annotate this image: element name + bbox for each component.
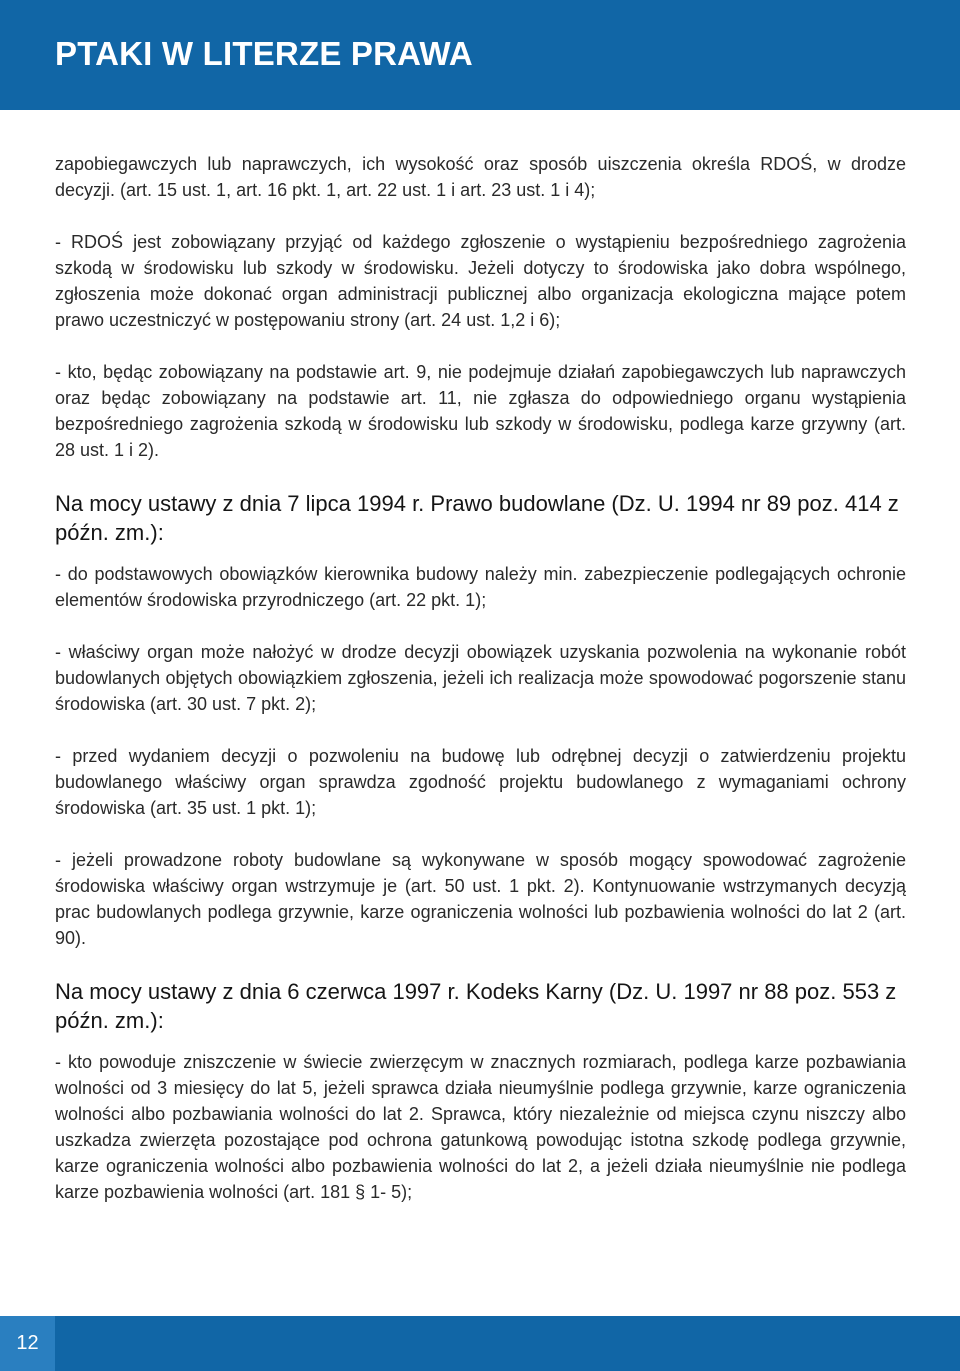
paragraph-6: - przed wydaniem decyzji o pozwoleniu na budowę lub odrębnej decyzji o zatwierdzeniu projektu budowlanego właściwy organ sprawdza zgodność projektu budowlanego z wymaganiami ochrony środowiska (art. 35 ust. 1 pkt. 1); <box>55 746 906 818</box>
paragraph-4: - do podstawowych obowiązków kierownika budowy należy min. zabezpieczenie podlegających ochronie elementów środowiska przyrodniczego (art. 22 pkt. 1); <box>55 564 906 610</box>
page-header <box>0 0 960 110</box>
document-body <box>55 151 906 1231</box>
page-title: PTAKI W LITERZE PRAWA <box>55 35 473 72</box>
paragraph-8: - kto powoduje zniszczenie w świecie zwierzęcym w znacznych rozmiarach, podlega karze pozbawiania wolności od 3 miesięcy do lat 5, jeżeli sprawca działa nieumyślnie podlega grzywnie, karze ograniczenia wolności albo pozbawiania wolności do lat 2. Sprawca, który niezależnie od miejsca czynu niszczy albo uszkadza zwierzęta pozostające pod ochrona gatunkową powodując istotna szkodę podlega grzywnie, karze ograniczenia wolności albo pozbawienia wolności do lat 2, a jeżeli działa nieumyślnie nie podlega karze pozbawienia wolności (art. 181 § 1- 5); <box>55 1052 906 1202</box>
paragraph-7: - jeżeli prowadzone roboty budowlane są wykonywane w sposób mogący spowodować zagrożenie środowiska właściwy organ wstrzymuje je (art. 50 ust. 1 pkt. 2). Kontynuowanie wstrzymanych decyzją prac budowlanych podlega grzywnie, karze ograniczenia wolności lub pozbawienia wolności do lat 2 (art. 90). <box>55 850 906 948</box>
paragraph-3: - kto, będąc zobowiązany na podstawie art. 9, nie podejmuje działań zapobiegawczych lub naprawczych oraz będąc zobowiązany na podstawie art. 11, nie zgłasza do odpowiedniego organu wystąpienia bezpośredniego zagrożenia szkodą w środowisku lub szkody w środowisku, podlega karze grzywny (art. 28 ust. 1 i 2). <box>55 362 906 460</box>
paragraph-2: - RDOŚ jest zobowiązany przyjąć od każdego zgłoszenie o wystąpieniu bezpośredniego zagrożenia szkodą w środowisku lub szkody w środowisku. Jeżeli dotyczy to środowiska jako dobra wspólnego, zgłoszenia może dokonać organ administracji publicznej albo organizacja ekologiczna mające potem prawo uczestniczyć w postępowaniu strony (art. 24 ust. 1,2 i 6); <box>55 232 906 330</box>
paragraph-1: zapobiegawczych lub naprawczych, ich wysokość oraz sposób uiszczenia określa RDOŚ, w drodze decyzji. (art. 15 ust. 1, art. 16 pkt. 1, art. 22 ust. 1 i art. 23 ust. 1 i 4); <box>55 154 906 200</box>
paragraph-5: - właściwy organ może nałożyć w drodze decyzji obowiązek uzyskania pozwolenia na wykonanie robót budowlanych objętych obowiązkiem zgłoszenia, jeżeli ich realizacja może spowodować pogorszenie stanu środowiska (art. 30 ust. 7 pkt. 2); <box>55 642 906 714</box>
page-number: 12 <box>16 1332 39 1354</box>
section-heading-kodeks-karny: Na mocy ustawy z dnia 6 czerwca 1997 r. Kodeks Karny (Dz. U. 1997 nr 88 poz. 553 z późn. zm.): <box>55 979 897 1033</box>
page-number-box <box>0 1316 55 1371</box>
section-heading-prawo-budowlane: Na mocy ustawy z dnia 7 lipca 1994 r. Prawo budowlane (Dz. U. 1994 nr 89 poz. 414 z późn. zm.): <box>55 491 899 545</box>
footer-bar <box>0 1316 960 1371</box>
